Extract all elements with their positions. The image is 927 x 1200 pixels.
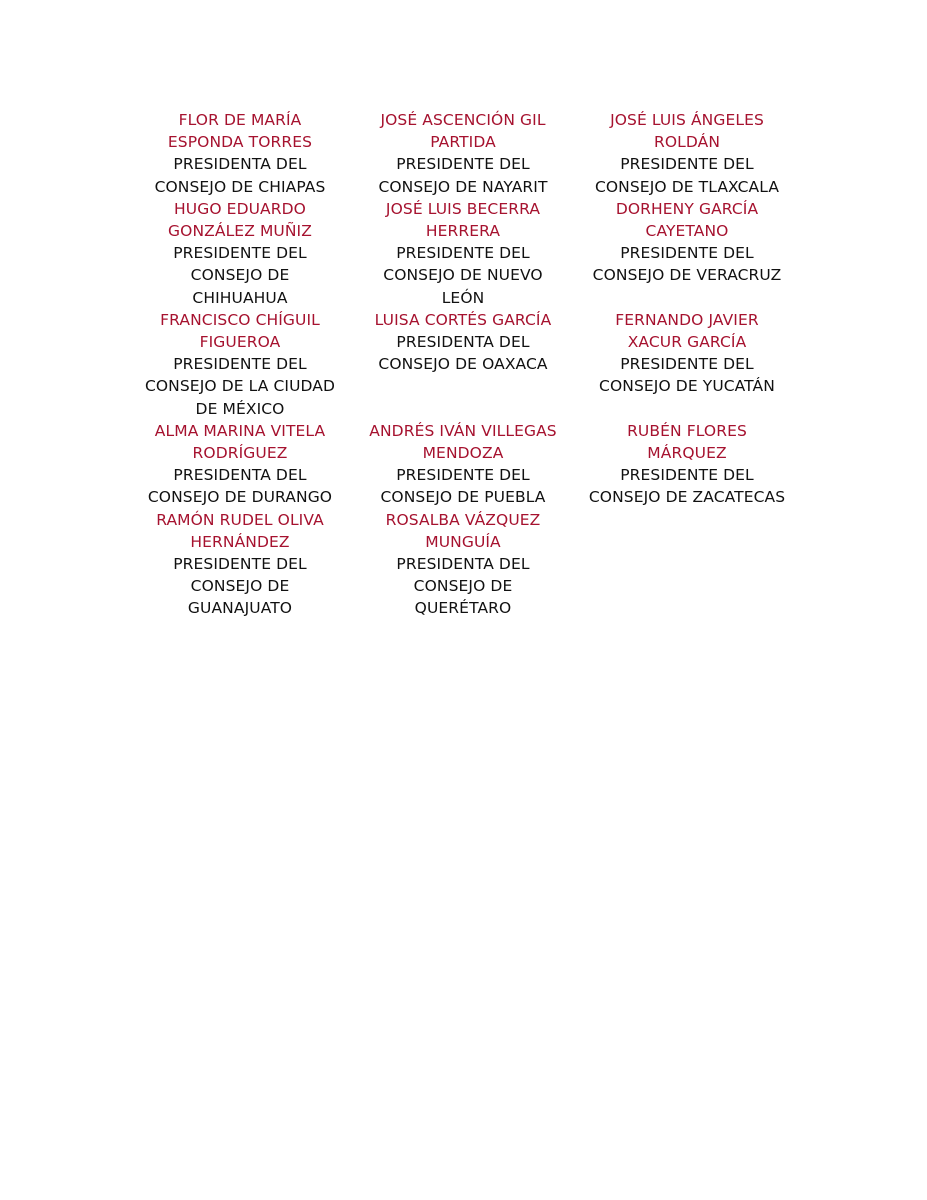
person-name: ROSALBA VÁZQUEZ	[385, 510, 541, 529]
person-title: CONSEJO DE VERACRUZ	[592, 266, 782, 285]
person-name: ROLDÁN	[653, 133, 721, 152]
person-name: MÁRQUEZ	[647, 444, 727, 463]
person-name: ANDRÉS IVÁN VILLEGAS	[369, 421, 557, 440]
council-entry-chiapas	[130, 109, 350, 198]
column-2	[353, 109, 573, 620]
person-title: DE MÉXICO	[195, 399, 285, 418]
person-title: CONSEJO DE NAYARIT	[378, 177, 548, 196]
person-name: MUNGUÍA	[425, 532, 501, 551]
person-title: CHIHUAHUA	[192, 288, 288, 307]
person-name: FRANCISCO CHÍGUIL	[160, 310, 320, 329]
person-name: MENDOZA	[422, 444, 504, 463]
person-title: GUANAJUATO	[187, 599, 293, 618]
council-entry-ciudad-de-mexico	[130, 309, 350, 420]
person-title: CONSEJO DE	[190, 266, 290, 285]
person-name: CAYETANO	[645, 222, 729, 241]
person-name: HERRERA	[425, 222, 501, 241]
person-title: PRESIDENTE DEL	[620, 466, 754, 485]
person-title: PRESIDENTE DEL	[173, 244, 307, 263]
column-1	[130, 109, 350, 620]
blank-line	[576, 398, 798, 420]
person-name: JOSÉ LUIS BECERRA	[385, 199, 541, 218]
person-name: RODRÍGUEZ	[192, 444, 288, 463]
council-entry-tlaxcala	[576, 109, 798, 198]
person-name: DORHENY GARCÍA	[615, 199, 759, 218]
person-title: CONSEJO DE OAXACA	[378, 355, 548, 374]
person-title: QUERÉTARO	[414, 599, 512, 618]
person-name: FERNANDO JAVIER	[615, 310, 759, 329]
person-title: PRESIDENTE DEL	[620, 244, 754, 263]
person-name: LUISA CORTÉS GARCÍA	[374, 310, 552, 329]
person-title: CONSEJO DE	[190, 577, 290, 596]
person-name: GONZÁLEZ MUÑIZ	[168, 222, 312, 241]
person-title: CONSEJO DE LA CIUDAD	[144, 377, 336, 396]
council-entry-oaxaca	[353, 309, 573, 420]
council-entry-nayarit	[353, 109, 573, 198]
person-title: CONSEJO DE NUEVO	[383, 266, 543, 285]
person-name: HUGO EDUARDO	[174, 199, 306, 218]
blank-line	[576, 287, 798, 309]
person-title: PRESIDENTA DEL	[396, 555, 530, 574]
person-name: ALMA MARINA VITELA	[154, 421, 326, 440]
council-entry-yucatan	[576, 309, 798, 420]
council-entry-nuevo-leon	[353, 198, 573, 309]
person-name: HERNÁNDEZ	[190, 532, 290, 551]
person-title: PRESIDENTE DEL	[396, 466, 530, 485]
council-entry-veracruz	[576, 198, 798, 309]
person-name: RAMÓN RUDEL OLIVA	[156, 510, 324, 529]
column-3	[576, 109, 798, 509]
person-title: LEÓN	[441, 288, 485, 307]
person-title: PRESIDENTE DEL	[396, 155, 530, 174]
person-title: CONSEJO DE ZACATECAS	[588, 488, 786, 507]
person-title: CONSEJO DE TLAXCALA	[594, 177, 780, 196]
person-title: PRESIDENTA DEL	[396, 333, 530, 352]
person-title: PRESIDENTE DEL	[173, 355, 307, 374]
council-entry-zacatecas	[576, 420, 798, 509]
person-title: PRESIDENTE DEL	[173, 555, 307, 574]
person-name: RUBÉN FLORES	[627, 421, 747, 440]
person-title: PRESIDENTA DEL	[173, 466, 307, 485]
person-title: PRESIDENTE DEL	[396, 244, 530, 263]
council-entry-durango	[130, 420, 350, 509]
blank-line	[353, 375, 573, 397]
person-title: CONSEJO DE YUCATÁN	[599, 377, 775, 396]
person-title: CONSEJO DE CHIAPAS	[154, 177, 326, 196]
person-title: CONSEJO DE	[413, 577, 513, 596]
person-name: ESPONDA TORRES	[167, 133, 313, 152]
person-name: XACUR GARCÍA	[627, 333, 747, 352]
person-title: CONSEJO DE DURANGO	[147, 488, 333, 507]
person-name: JOSÉ ASCENCIÓN GIL	[380, 111, 546, 129]
council-entry-chihuahua	[130, 198, 350, 309]
person-title: PRESIDENTA DEL	[173, 155, 307, 174]
person-name: FIGUEROA	[199, 333, 281, 352]
council-entry-puebla	[353, 420, 573, 509]
person-title: PRESIDENTE DEL	[620, 355, 754, 374]
person-name: JOSÉ LUIS ÁNGELES	[610, 111, 764, 129]
person-title: PRESIDENTE DEL	[620, 155, 754, 174]
person-title: CONSEJO DE PUEBLA	[380, 488, 546, 507]
blank-line	[353, 398, 573, 420]
council-entry-guanajuato	[130, 509, 350, 620]
person-name: PARTIDA	[430, 133, 496, 152]
council-entry-queretaro	[353, 509, 573, 620]
person-name: FLOR DE MARÍA	[178, 111, 302, 129]
